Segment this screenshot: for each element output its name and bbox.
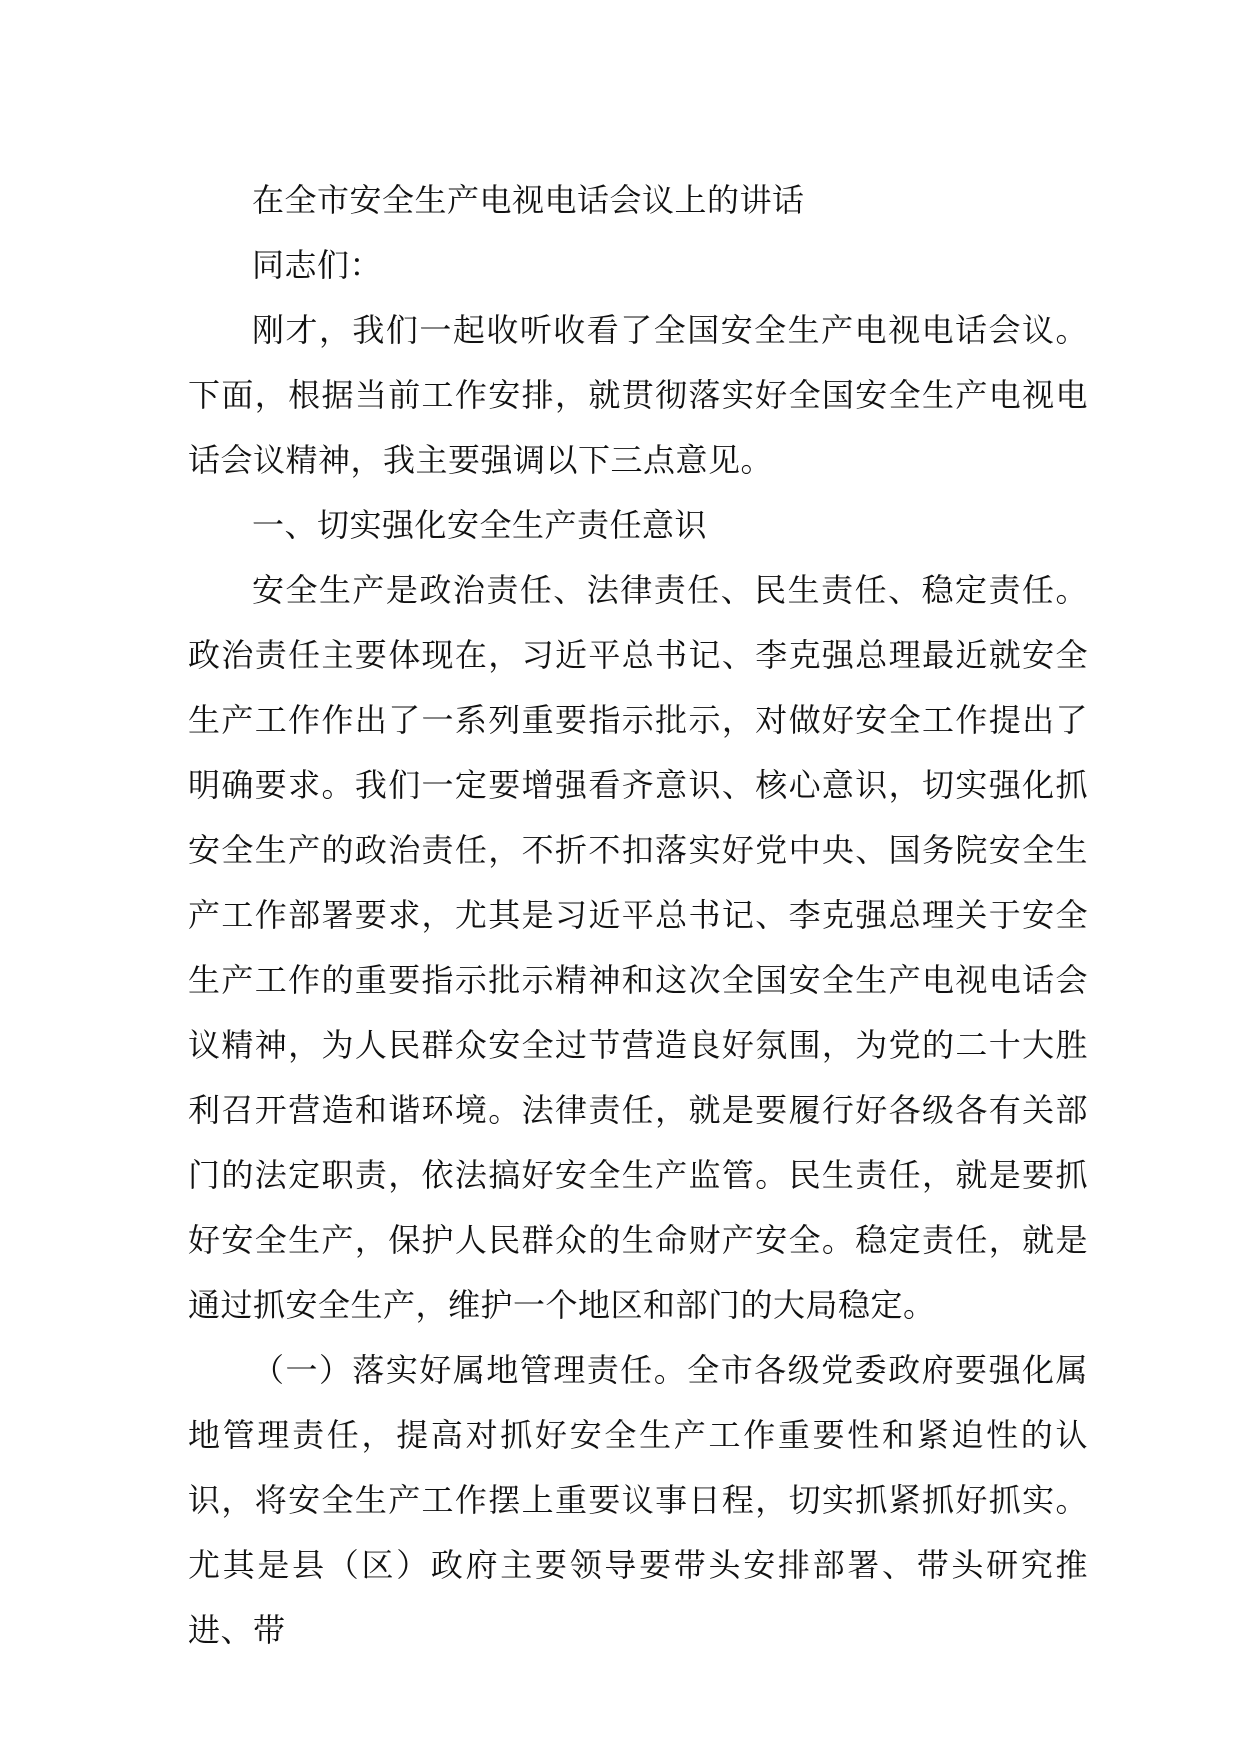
- paragraph-responsibility: 安全生产是政治责任、法律责任、民生责任、稳定责任。政治责任主要体现在，习近平总书记、李克强总理最近就安全生产工作作出了一系列重要指示批示，对做好安全工作提出了明确要求。我们一定要增强看齐意识、核心意识，切实强化抓安全生产的政治责任，不折不扣落实好党中央、国务院安全生产工作部署要求，尤其是习近平总书记、李克强总理关于安全生产工作的重要指示批示精神和这次全国安全生产电视电话会议精神，为人民群众安全过节营造良好氛围，为党的二十大胜利召开营造和谐环境。法律责任，就是要履行好各级各有关部门的法定职责，依法搞好安全生产监管。民生责任，就是要抓好安全生产，保护人民群众的生命财产安全。稳定责任，就是通过抓安全生产，维护一个地区和部门的大局稳定。: [188, 571, 1088, 1324]
- salutation: 同志们：: [252, 246, 383, 284]
- paragraph-subsection-one: （一）落实好属地管理责任。全市各级党委政府要强化属地管理责任，提高对抓好安全生产工作重要性和紧迫性的认识，将安全生产工作摆上重要议事日程，切实抓紧抓好抓实。尤其是县（区）政府主要领导要带头安排部署、带头研究推进、带: [188, 1351, 1088, 1649]
- paragraph-intro: 刚才，我们一起收听收看了全国安全生产电视电话会议。下面，根据当前工作安排，就贯彻落实好全国安全生产电视电话会议精神，我主要强调以下三点意见。: [188, 311, 1088, 479]
- document-body: [188, 168, 1088, 1663]
- section-heading: 一、切实强化安全生产责任意识: [252, 506, 708, 544]
- document-title: 在全市安全生产电视电话会议上的讲话: [252, 181, 805, 219]
